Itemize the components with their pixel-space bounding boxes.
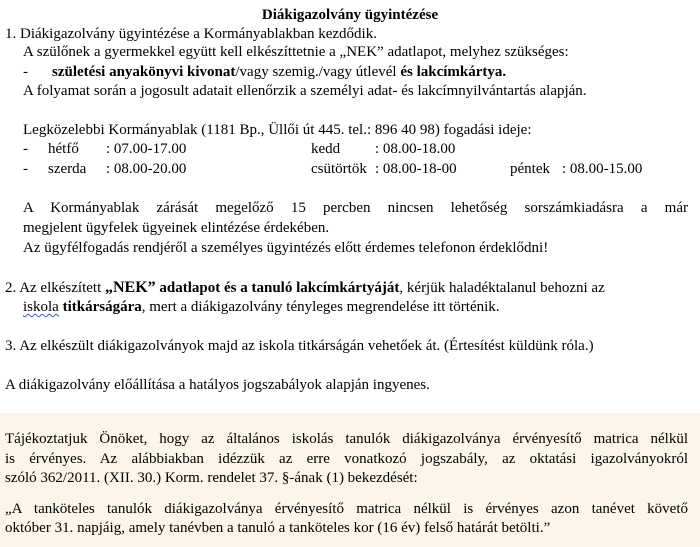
section1-line4: A folyamat során a jogosult adatait ellenőrzik a személyi adat- és lakcímnyilvántartás alapján. (23, 83, 587, 99)
info-line2: is érvényes. Az alábbiakban idézzük az erre vonatkozó jogszabály, az oktatási igazolványokról (5, 451, 688, 467)
hours-dash-2: - (23, 161, 28, 177)
hours-fri-label: péntek (510, 161, 550, 177)
hours-thu-time: : 08.00-18-00 (375, 161, 457, 177)
info-line3: szóló 362/2011. (XII. 30.) Korm. rendelet 37. §-ának (1) bekezdését: (5, 470, 418, 486)
section2-rest: , kérjük haladéktalanul behozni az (399, 280, 605, 296)
section2-bold: adatlapot és a tanuló lakcímkártyáját (155, 280, 400, 296)
free-of-charge-line: A diákigazolvány előállítása a hatályos jogszabályok alapján ingyenes. (5, 377, 430, 393)
section2-iskola: iskola (23, 299, 59, 315)
closing-line3: Az ügyfélfogadás rendjéről a személyes ügyintézés előtt érdemes telefonon érdeklődni! (23, 240, 549, 256)
info-line1: Tájékoztatjuk Önöket, hogy az általános iskolás tanulók diákigazolványa érvényesítő matrica nélkül (5, 431, 688, 447)
section1-line1-text: Diákigazolvány ügyintézése a Kormányablakban kezdődik. (20, 26, 377, 42)
office-hours-intro: Legközelebbi Kormányablak (1181 Bp., Üllői út 445. tel.: 896 40 98) fogadási ideje: (23, 122, 532, 138)
quote-line2: október 31. napjáig, amely tanévben a tanuló a tanköteles kor (16 év) felső határát betölti.” (5, 520, 551, 536)
bullet-dash: - (23, 64, 28, 80)
document-title: Diákigazolvány ügyintézése (261, 7, 439, 23)
section2-line2 (23, 298, 500, 316)
bullet-bold-address-card: és lakcímkártya. (400, 64, 507, 80)
hours-wed-label: szerda (48, 161, 87, 177)
bullet-mid: /vagy szemig./vagy útlevél (235, 64, 401, 80)
hours-tue-time: : 08.00-18.00 (375, 141, 456, 157)
section2-line1 (5, 279, 605, 297)
section2-secretariat: titkárságára (58, 299, 142, 315)
section2-line2-rest: , mert a diákigazolvány tényleges megrendelése itt történik. (141, 299, 500, 315)
hours-wed-time: : 08.00-20.00 (106, 161, 187, 177)
bullet-bold-birth-cert: születési anyakönyvi kivonat (52, 64, 236, 80)
section3-line (5, 337, 594, 355)
section3-text: Az elkészült diákigazolványok majd az iskola titkárságán vehetőek át. (Értesítést küldünk róla.) (19, 338, 594, 354)
hours-mon-label: hétfő (48, 141, 79, 157)
hours-thu-label: csütörtök (311, 161, 367, 177)
hours-fri-time: : 08.00-15.00 (562, 161, 643, 177)
section2-pre: Az elkészített (19, 280, 105, 296)
section1-bullet (23, 63, 506, 81)
closing-line1: A Kormányablak zárását megelőző 15 percben nincsen lehetőség sorszámkiadásra a már (23, 200, 688, 216)
hours-dash-1: - (23, 141, 28, 157)
hours-tue-label: kedd (311, 141, 341, 157)
hours-mon-time: : 07.00-17.00 (106, 141, 187, 157)
section3-number: 3. (5, 338, 17, 354)
section2-nek: „NEK” (104, 279, 156, 296)
section1-number: 1. (5, 26, 17, 42)
section1-line2: A szülőnek a gyermekkel együtt kell elkészíttetnie a „NEK” adatlapot, melyhez szükséges: (23, 44, 569, 60)
section1-line1 (5, 25, 377, 43)
section2-number: 2. (5, 280, 17, 296)
quote-line1: „A tanköteles tanulók diákigazolványa érvényesítő matrica nélkül is érvényes azon tanévet követő (5, 501, 688, 517)
closing-line2: megjelent ügyfelek ügyeinek elintézése érdekében. (23, 220, 330, 236)
